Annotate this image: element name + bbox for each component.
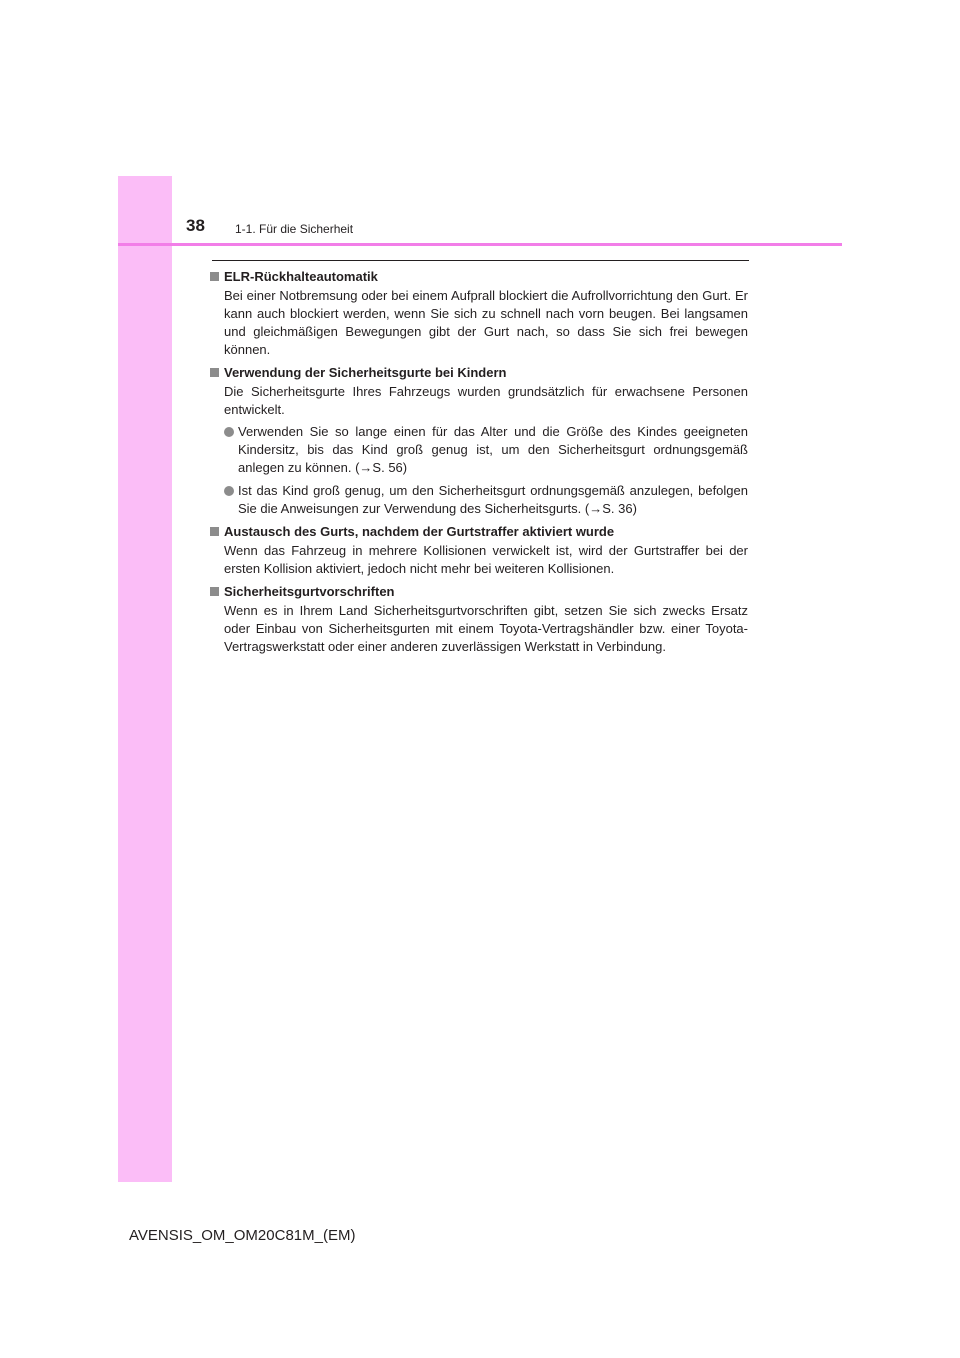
page-content [210, 268, 748, 661]
circle-bullet-icon [224, 427, 234, 437]
list-item [210, 423, 748, 477]
page-number: 38 [186, 216, 205, 235]
topic-heading-text: Verwendung der Sicherheitsgurte bei Kindern [224, 365, 507, 380]
topic-heading-text: Sicherheitsgurtvorschriften [224, 584, 395, 599]
circle-bullet-icon [224, 486, 234, 496]
topic-heading-text: Austausch des Gurts, nachdem der Gurtstraffer aktiviert wurde [224, 524, 615, 539]
section-title: 1-1. Für die Sicherheit [235, 222, 354, 236]
topic-heading [210, 364, 748, 382]
topic-heading [210, 268, 748, 286]
body-paragraph: Wenn es in Ihrem Land Sicherheitsgurtvorschriften gibt, setzen Sie sich zwecks Ersatz oder Einbau von Sicherheitsgurten mit einem Toyota-Vertragshändler bzw. einer Toyota-Vertragswerkstatt oder einer anderen zuverlässigen Werkstatt in Verbindung. [224, 603, 748, 654]
header-rule [118, 243, 842, 246]
body-paragraph: Bei einer Notbremsung oder bei einem Aufprall blockiert die Aufrollvorrichtung den Gurt. Er kann auch blockiert werden, wenn Sie sich zu schnell nach vorn beugen. Bei langsamen und gleichmäßigen Bewegungen gibt der Gurt nach, so dass Sie sich frei bewegen können. [224, 288, 748, 357]
list-item [210, 482, 748, 518]
topic-children [210, 364, 748, 518]
square-bullet-icon [210, 527, 219, 536]
body-paragraph: Die Sicherheitsgurte Ihres Fahrzeugs wurden grundsätzlich für erwachsene Personen entwickelt. [224, 384, 748, 417]
topic-pretensioner [210, 523, 748, 578]
topic-regulations [210, 583, 748, 656]
content-rule [212, 260, 749, 261]
topic-elr [210, 268, 748, 359]
square-bullet-icon [210, 587, 219, 596]
list-item-text: Verwenden Sie so lange einen für das Alter und die Größe des Kindes geeigneten Kindersitz, bis das Kind groß genug ist, um den Sicherheitsgurt ordnungsgemäß anlegen zu können. (→S. 56) [238, 424, 748, 475]
topic-heading-text: ELR-Rückhalteautomatik [224, 269, 378, 284]
square-bullet-icon [210, 272, 219, 281]
chapter-side-bar [118, 176, 172, 1182]
body-paragraph: Wenn das Fahrzeug in mehrere Kollisionen verwickelt ist, wird der Gurtstraffer bei der ersten Kollision aktiviert, jedoch nicht mehr bei weiteren Kollisionen. [224, 543, 748, 576]
square-bullet-icon [210, 368, 219, 377]
topic-heading [210, 523, 748, 541]
list-item-text: Ist das Kind groß genug, um den Sicherheitsgurt ordnungsgemäß anzulegen, befolgen Sie die Anweisungen zur Verwendung des Sicherheitsgurts. (→S. 36) [238, 483, 748, 516]
topic-heading [210, 583, 748, 601]
document-code: AVENSIS_OM_OM20C81M_(EM) [129, 1227, 356, 1244]
